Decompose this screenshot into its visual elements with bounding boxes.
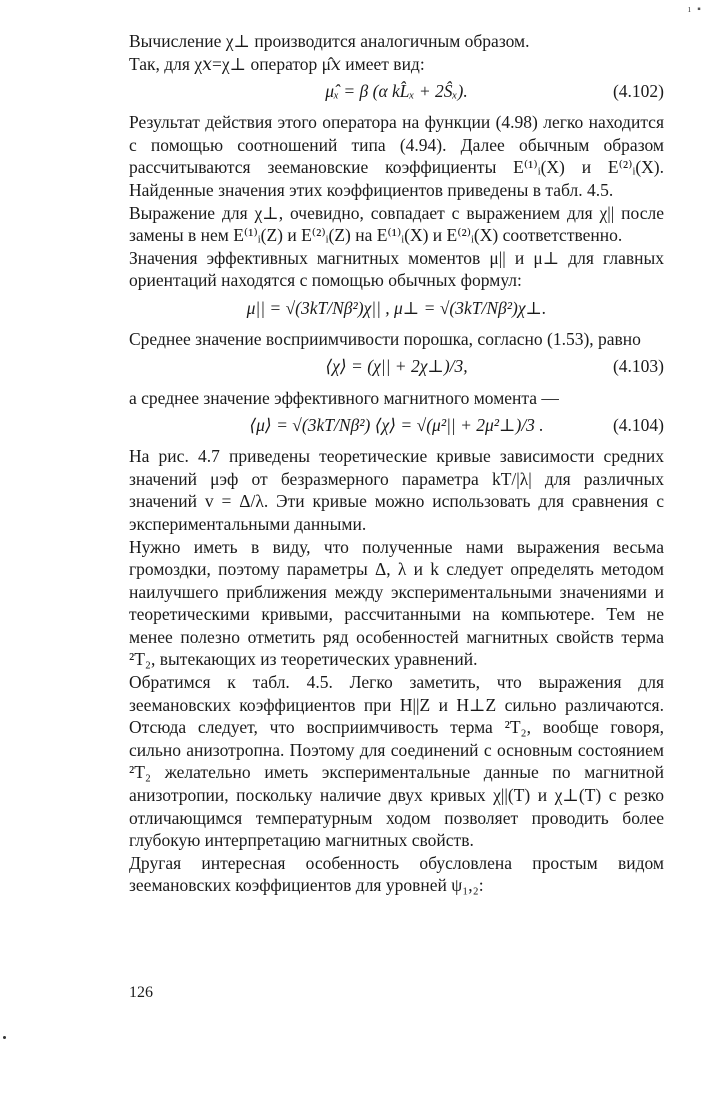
paragraph-2: Выражение для χ⊥, очевидно, совпадает с выражением для χ|| после замены в нем E⁽¹⁾ᵢ(Z) и E⁽²⁾ᵢ(Z) на E⁽¹⁾ᵢ(X) и E⁽²⁾ᵢ(X) соответственно. [129, 202, 664, 246]
page-number: 126 [129, 984, 153, 1001]
scan-dot [3, 1036, 6, 1039]
corner-mark: ı ▪ [688, 4, 703, 15]
equation-mu-body: μ|| = √(3kT/Nβ²)χ|| , μ⊥ = √(3kT/Nβ²)χ⊥. [246, 297, 547, 318]
equation-mu [129, 294, 664, 322]
equation-4-104-number: (4.104) [612, 414, 664, 435]
paragraph-8: Обратимся к табл. 4.5. Легко заметить, что выражения для зеемановских коэффициентов при H||Z и H⊥Z сильно различаются. Отсюда следует, что восприимчивость терма ²T₂, вообще говоря, сильно анизотропна. Поэтому для соединений с основным состоянием ²T₂ желательно иметь экспериментальные данные по магнитной анизотропии, поскольку наличие двух кривых χ||(T) и χ⊥(T) с резко отличающимся температурным ходом позволяет проводить более глубокую интерпретацию магнитных свойств. [129, 672, 664, 851]
equation-4-103-number: (4.103) [612, 356, 664, 377]
equation-4-102 [129, 77, 664, 105]
paragraph-4: Среднее значение восприимчивости порошка, согласно (1.53), равно [129, 328, 641, 349]
paragraph-6: На рис. 4.7 приведены теоретические кривые зависимости средних значений μэф от безразмерного параметра kT/|λ| для различных значений v = Δ/λ. Эти кривые можно использовать для сравнения с экспериментальными данными. [129, 446, 664, 534]
equation-4-104-body: ⟨μ⟩ = √(3kT/Nβ²) ⟨χ⟩ = √(μ²|| + 2μ²⊥)/3 . [249, 414, 544, 435]
paragraph-7: Нужно иметь в виду, что полученные нами выражения весьма громоздки, поэтому параметры Δ, λ и k следует определять методом наилучшего приближения между экспериментальными значениями и теоретическими кривыми, рассчитанными на компьютере. Тем не менее полезно отметить ряд особенностей магнитных свойств терма ²T₂, вытекающих из теоретических уравнений. [129, 536, 664, 670]
paragraph-9: Другая интересная особенность обусловлена простым видом зеемановских коэффициентов для уровней ψ₁,₂: [129, 852, 664, 896]
paragraph-1: Результат действия этого оператора на функции (4.98) легко находится с помощью соотношений типа (4.94). Далее обычным образом рассчитываются зеемановские коэффициенты E⁽¹⁾ᵢ(X) и E⁽²⁾ᵢ(X). Найденные значения этих коэффициентов приведены в табл. 4.5. [129, 112, 664, 200]
text-line-2: Так, для χ𝑥=χ⊥ оператор μ̂𝑥 имеет вид: [129, 53, 425, 74]
equation-4-102-body: μ̂ₓ = β (α kL̂ₓ + 2Ŝₓ). [325, 80, 468, 101]
equation-4-103-body: ⟨χ⟩ = (χ|| + 2χ⊥)/3, [325, 356, 468, 377]
paragraph-5: а среднее значение эффективного магнитного момента — [129, 387, 559, 408]
equation-4-103 [129, 353, 664, 381]
equation-4-104 [129, 411, 664, 439]
equation-4-102-number: (4.102) [612, 80, 664, 101]
page-body [129, 30, 664, 897]
paragraph-3: Значения эффективных магнитных моментов μ|| и μ⊥ для главных ориентаций находятся с помощью обычных формул: [129, 247, 664, 291]
text-line-1: Вычисление χ⊥ производится аналогичным образом. [129, 31, 530, 51]
